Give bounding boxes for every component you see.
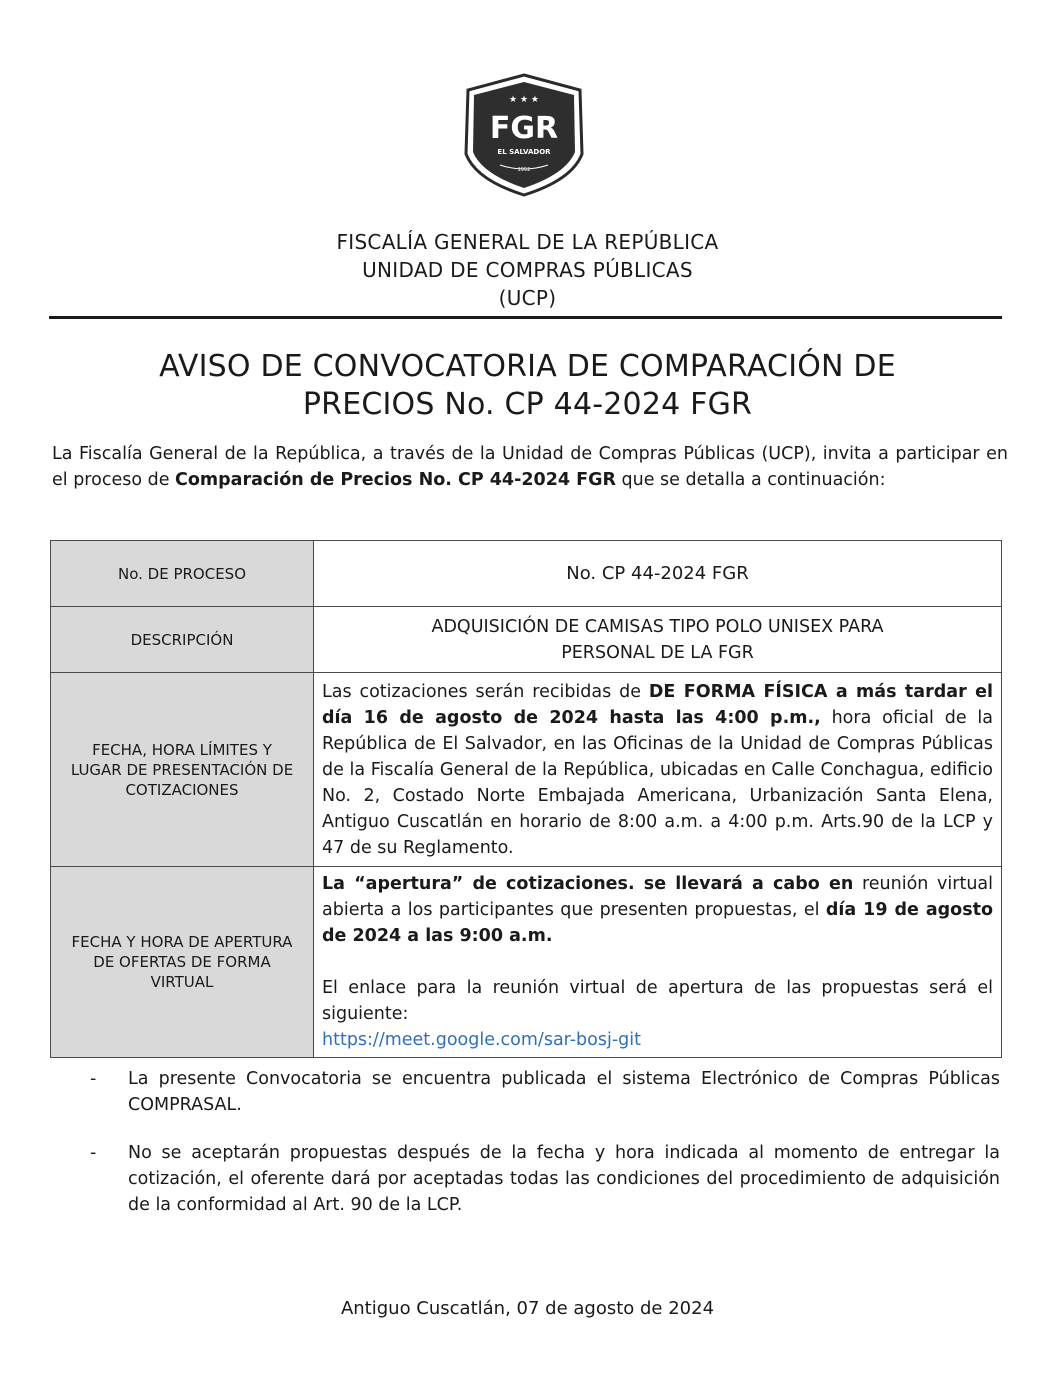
- document-title: [60, 348, 995, 424]
- table-row: [51, 541, 1002, 607]
- opening-text-1: reunión virtual abierta a los participantes que presenten propuestas, el: [322, 874, 993, 920]
- intro-bold: Comparación de Precios No. CP 44-2024 FGR: [175, 470, 616, 490]
- intro-text-1: La Fiscalía General de la República, a través de la Unidad de Compras Públicas (UCP), invita a participar en el proceso de: [52, 444, 1008, 490]
- opening-label-text: FECHA Y HORA DE APERTURA DE OFERTAS DE FORMA VIRTUAL: [71, 933, 293, 991]
- logo-text: FGR: [489, 111, 559, 146]
- deadline-bold: DE FORMA FÍSICA a más tardar el día 16 de agosto de 2024 hasta las 4:00 p.m.,: [322, 681, 993, 728]
- header-line-3: (UCP): [498, 286, 557, 310]
- intro-paragraph: [52, 441, 1008, 493]
- deadline-text-1: Las cotizaciones serán recibidas de: [322, 681, 649, 702]
- deadline-value: [314, 673, 1002, 867]
- header-divider: [49, 316, 1002, 319]
- logo-subtext: EL SALVADOR: [497, 148, 551, 156]
- bullet-dash: -: [90, 1143, 97, 1163]
- bullet-text: No se aceptarán propuestas después de la fecha y hora indicada al momento de entregar la cotización, el oferente dará por aceptadas todas las condiciones del procedimiento de adquisición de la conformidad al Art. 90 de la LCP.: [128, 1143, 1000, 1215]
- notes-list: [90, 1066, 1000, 1240]
- process-number-value: No. CP 44-2024 FGR: [314, 541, 1002, 607]
- header-line-1: FISCALÍA GENERAL DE LA REPÚBLICA: [336, 230, 719, 254]
- row-label-opening: [51, 867, 314, 1058]
- row-label-description: DESCRIPCIÓN: [51, 607, 314, 673]
- opening-bold-2: día 19 de agosto de 2024 a las 9:00 a.m.: [322, 900, 993, 946]
- table-row: [51, 867, 1002, 1058]
- title-line-1: AVISO DE CONVOCATORIA DE COMPARACIÓN DE: [159, 349, 896, 384]
- table-row: [51, 607, 1002, 673]
- row-label-deadline: [51, 673, 314, 867]
- logo-year: 1952: [517, 167, 531, 173]
- institution-header: [0, 228, 1055, 312]
- bullet-dash: -: [90, 1069, 97, 1089]
- opening-value: [314, 867, 1002, 1058]
- row-label-process-number: No. DE PROCESO: [51, 541, 314, 607]
- deadline-label-text: FECHA, HORA LÍMITES Y LUGAR DE PRESENTACIÓN DE COTIZACIONES: [70, 740, 294, 799]
- place-date: Antiguo Cuscatlán, 07 de agosto de 2024: [340, 1298, 715, 1319]
- list-item: [90, 1066, 1000, 1118]
- deadline-text-2: hora oficial de la República de El Salvador, en las Oficinas de la Unidad de Compras Públicas de la Fiscalía General de la República, ubicadas en Calle Conchagua, edificio No. 2, Costado Norte Embajada Americana, Urbanización Santa Elena, Antiguo Cuscatlán en horario de 8:00 a.m. a 4:00 p.m. Arts.90 de la LCP y 47 de su Reglamento.: [322, 707, 993, 858]
- bullet-text: La presente Convocatoria se encuentra publicada el sistema Electrónico de Compras Públicas COMPRASAL.: [128, 1069, 1000, 1115]
- meeting-link[interactable]: https://meet.google.com/sar-bosj-git: [322, 1030, 641, 1050]
- header-line-2: UNIDAD DE COMPRAS PÚBLICAS: [362, 258, 693, 282]
- table-row: [51, 673, 1002, 867]
- description-text: ADQUISICIÓN DE CAMISAS TIPO POLO UNISEX PARA PERSONAL DE LA FGR: [431, 616, 884, 663]
- title-line-2: PRECIOS No. CP 44-2024 FGR: [302, 387, 753, 422]
- opening-link-intro: El enlace para la reunión virtual de apertura de las propuestas será el siguiente:: [322, 978, 993, 1024]
- description-value: [314, 607, 1002, 673]
- list-item: [90, 1140, 1000, 1218]
- intro-text-2: que se detalla a continuación:: [615, 470, 886, 490]
- logo-stars: ★ ★ ★: [509, 95, 539, 105]
- process-table: [50, 540, 1002, 1058]
- fgr-logo: [460, 72, 588, 198]
- opening-bold-1: La “apertura” de cotizaciones. se llevará a cabo en: [322, 874, 854, 894]
- opening-paragraph: [322, 871, 993, 949]
